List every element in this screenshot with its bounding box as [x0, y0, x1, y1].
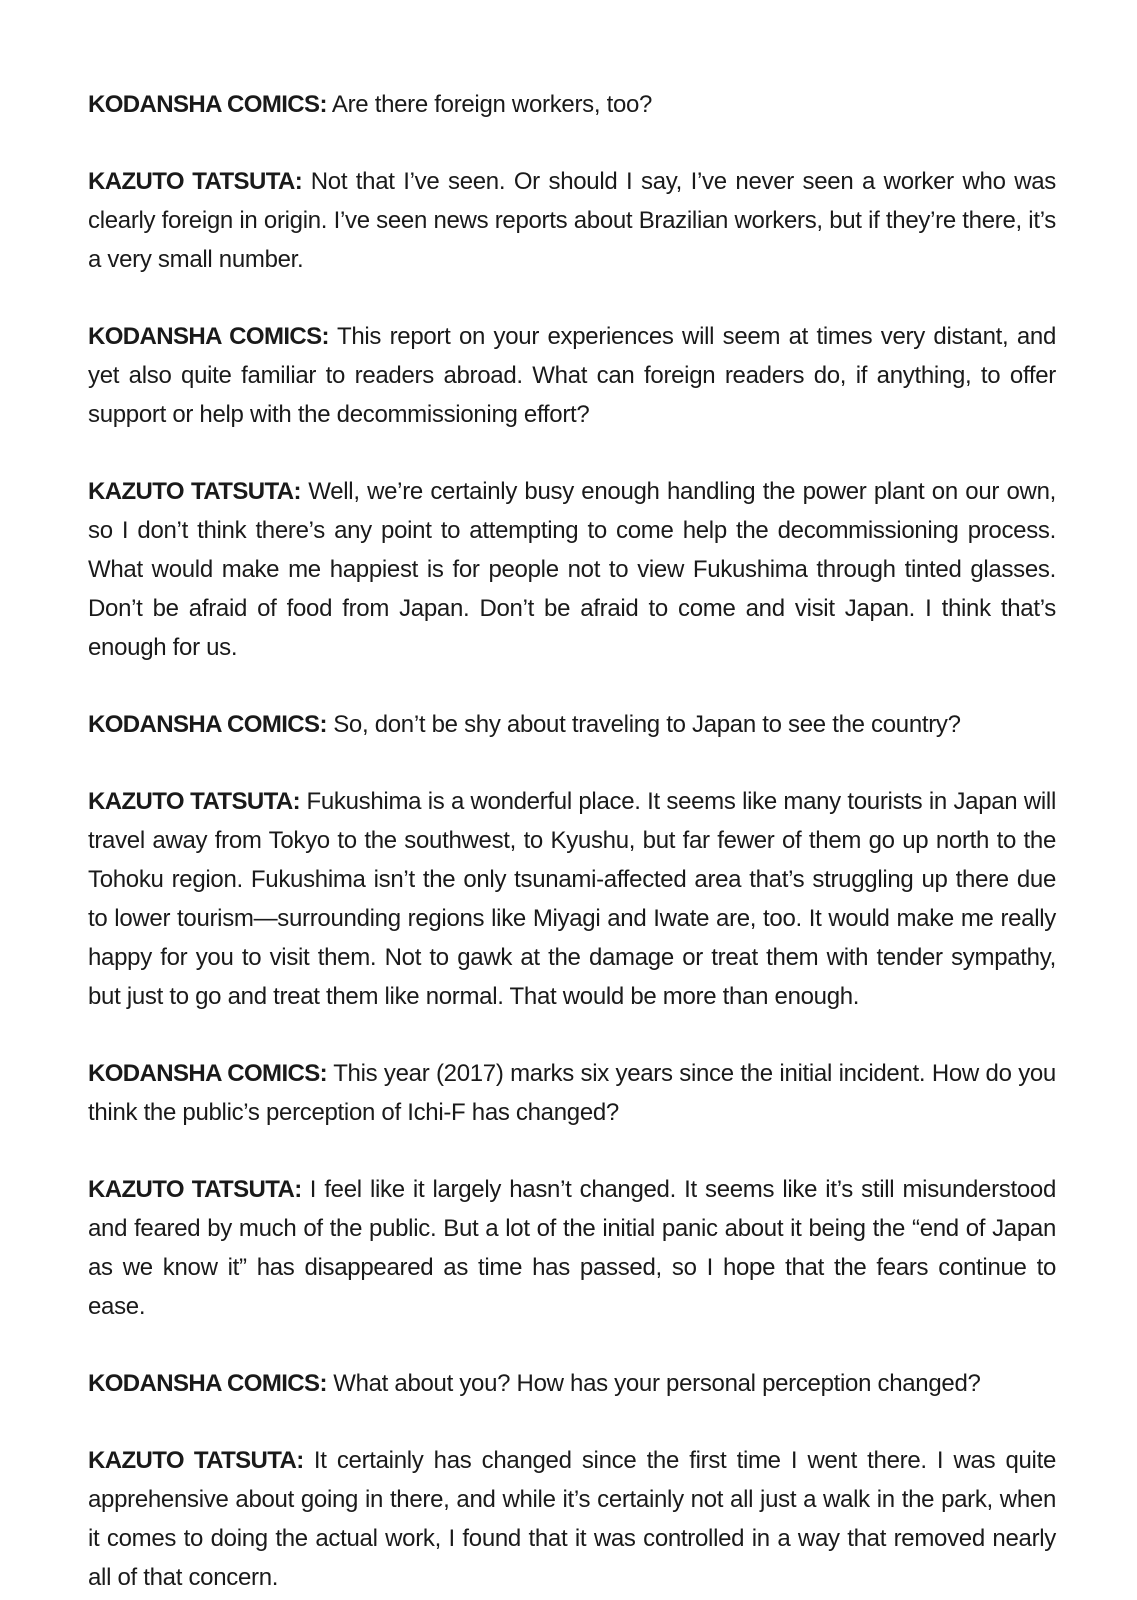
interview-paragraph-6 — [88, 782, 1056, 1016]
interview-paragraph-3 — [88, 317, 1056, 434]
interview-paragraph-7 — [88, 1054, 1056, 1132]
paragraph-text: What about you? How has your personal perception changed? — [333, 1370, 981, 1397]
interview-paragraph-8 — [88, 1170, 1056, 1326]
speaker-label: KAZUTO TATSUTA: — [88, 478, 301, 505]
speaker-label: KAZUTO TATSUTA: — [88, 788, 300, 815]
speaker-label: KODANSHA COMICS: — [88, 1060, 328, 1087]
speaker-label: KODANSHA COMICS: — [88, 1370, 327, 1397]
paragraph-text: This report on your experiences will seem at times very distant, and yet also quite familiar to readers abroad. What can foreign readers do, if anything, to offer support or help with the decommissioning effort? — [88, 323, 1056, 428]
interview-paragraph-5 — [88, 705, 1056, 744]
interview-paragraph-10 — [88, 1441, 1056, 1597]
speaker-label: KODANSHA COMICS: — [88, 323, 329, 350]
paragraph-text: So, don’t be shy about traveling to Japan to see the country? — [333, 711, 961, 738]
paragraph-text: Not that I’ve seen. Or should I say, I’ve never seen a worker who was clearly foreign in origin. I’ve seen news reports about Brazilian workers, but if they’re there, it’s a very small number. — [88, 168, 1057, 273]
interview-paragraph-2 — [88, 162, 1056, 279]
paragraph-text: This year (2017) marks six years since the initial incident. How do you think the public’s perception of Ichi-F has changed? — [88, 1060, 1056, 1126]
speaker-label: KAZUTO TATSUTA: — [88, 1176, 302, 1203]
speaker-label: KODANSHA COMICS: — [88, 711, 327, 738]
paragraph-text: Well, we’re certainly busy enough handling the power plant on our own, so I don’t think there’s any point to attempting to come help the decommissioning process. What would make me happiest is for people not to view Fukushima through tinted glasses. Don’t be afraid of food from Japan. Don’t be afraid to come and visit Japan. I think that’s enough for us. — [88, 478, 1056, 661]
interview-paragraph-1 — [88, 85, 1056, 124]
speaker-label: KAZUTO TATSUTA: — [88, 168, 303, 195]
interview-paragraph-4 — [88, 472, 1056, 667]
interview-page — [88, 85, 1056, 1597]
paragraph-text: Fukushima is a wonderful place. It seems like many tourists in Japan will travel away from Tokyo to the southwest, to Kyushu, but far fewer of them go up north to the Tohoku region. Fukushima isn’t the only tsunami-affected area that’s struggling up there due to lower tourism—surrounding regions like Miyagi and Iwate are, too. It would make me really happy for you to visit them. Not to gawk at the damage or treat them with tender sympathy, but just to go and treat them like normal. That would be more than enough. — [88, 788, 1056, 1010]
paragraph-text: It certainly has changed since the first time I went there. I was quite apprehensive about going in there, and while it’s certainly not all just a walk in the park, when it comes to doing the actual work, I found that it was controlled in a way that removed nearly all of that concern. — [88, 1447, 1057, 1591]
paragraph-text: I feel like it largely hasn’t changed. It seems like it’s still misunderstood and feared by much of the public. But a lot of the initial panic about it being the “end of Japan as we know it” has disappeared as time has passed, so I hope that the fears continue to ease. — [88, 1176, 1056, 1320]
speaker-label: KAZUTO TATSUTA: — [88, 1447, 304, 1474]
speaker-label: KODANSHA COMICS: — [88, 91, 327, 118]
interview-paragraph-9 — [88, 1364, 1056, 1403]
paragraph-text: Are there foreign workers, too? — [331, 91, 653, 118]
